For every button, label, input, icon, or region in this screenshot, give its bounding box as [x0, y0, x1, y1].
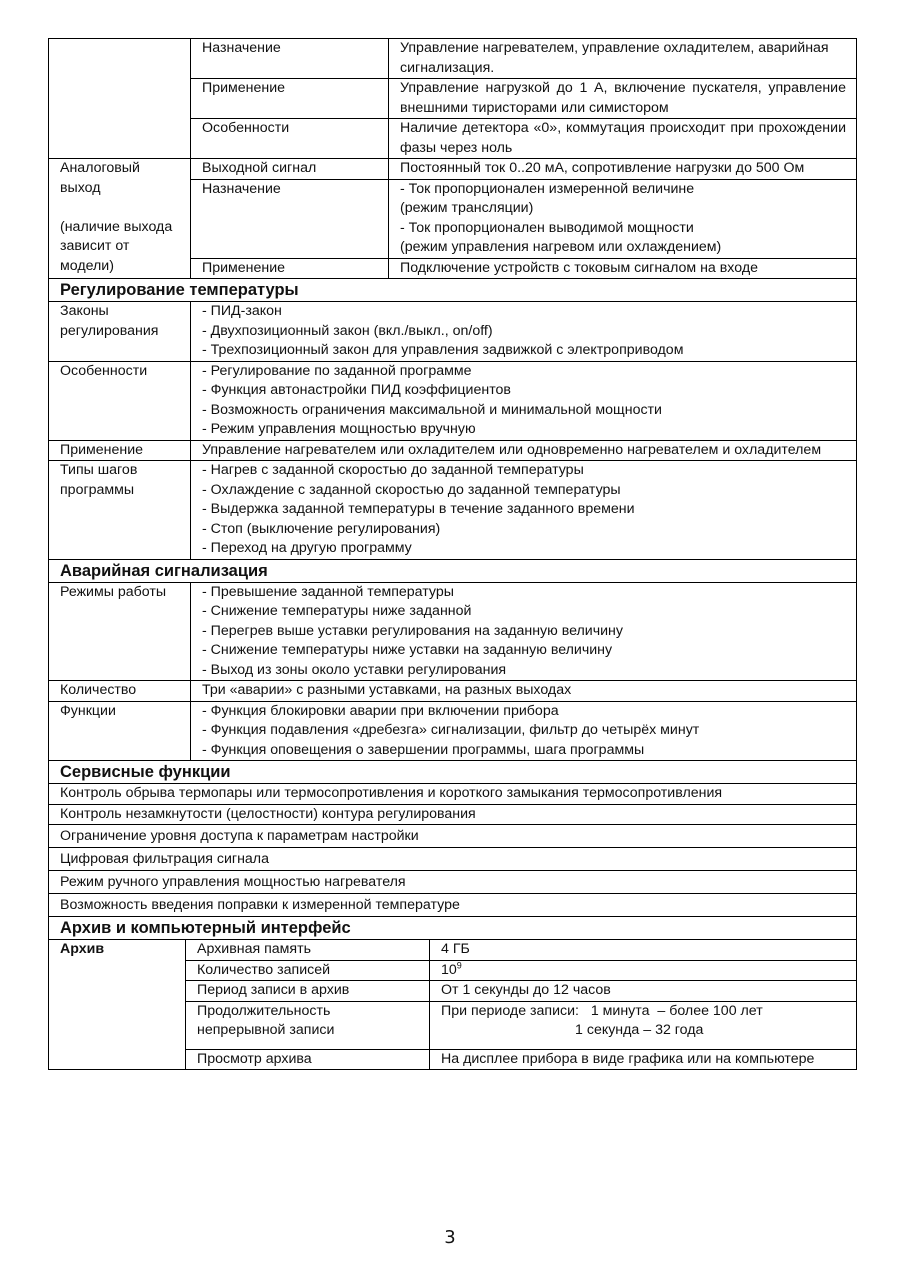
table-row [49, 461, 857, 560]
group-label-archive: Архив [49, 940, 186, 1070]
table-row [49, 894, 857, 917]
row-value: Управление нагревателем или охладителем или одновременно нагревателем и охладителем [191, 440, 857, 461]
table-row [49, 361, 857, 440]
row-label: Применение [191, 258, 389, 279]
row-label: Продолжительность непрерывной записи [186, 1001, 430, 1049]
table-row [49, 825, 857, 848]
records-exponent: 9 [456, 959, 462, 970]
row-label: Законы регулирования [49, 302, 191, 362]
row-value: Три «аварии» с разными уставками, на разных выходах [191, 681, 857, 702]
service-item: Режим ручного управления мощностью нагревателя [49, 871, 857, 894]
row-label: Назначение [191, 179, 389, 258]
row-value: - Нагрев с заданной скоростью до заданной температуры - Охлаждение с заданной скоростью до заданной температуры - Выдержка заданной температуры в течение заданного времени - Стоп (выключение регулирования) - Переход на другую программу [191, 461, 857, 560]
section-heading: Сервисные функции [49, 761, 857, 784]
table-row [49, 440, 857, 461]
row-value: Наличие детектора «0», коммутация происходит при прохождении фазы через ноль [389, 119, 857, 159]
row-label: Период записи в архив [186, 981, 430, 1002]
row-label: Назначение [191, 39, 389, 79]
table-row [49, 784, 857, 805]
section-heading: Аварийная сигнализация [49, 559, 857, 582]
table-row [49, 871, 857, 894]
row-value: - Регулирование по заданной программе - Функция автонастройки ПИД коэффициентов - Возможность ограничения максимальной и минимальной мощности - Режим управления мощностью вручную [191, 361, 857, 440]
group-label-analog-output: Аналоговый выход (наличие выхода зависит от модели) [49, 159, 191, 279]
page-number: 3 [444, 1227, 456, 1248]
spec-table-sections [48, 278, 857, 940]
row-value: Управление нагревателем, управление охладителем, аварийная сигнализация. [389, 39, 857, 79]
records-base: 10 [441, 961, 457, 978]
service-item: Цифровая фильтрация сигнала [49, 848, 857, 871]
row-value: - ПИД-закон - Двухпозиционный закон (вкл./выкл., on/off) - Трехпозиционный закон для управления задвижкой с электроприводом [191, 302, 857, 362]
row-label: Режимы работы [49, 582, 191, 681]
row-label: Типы шагов программы [49, 461, 191, 560]
section-heading: Регулирование температуры [49, 279, 857, 302]
row-label: Количество [49, 681, 191, 702]
section-heading: Архив и компьютерный интерфейс [49, 917, 857, 940]
spec-table-main [48, 38, 857, 279]
service-item: Контроль обрыва термопары или термосопротивления и короткого замыкания термосопротивления [49, 784, 857, 805]
row-label: Особенности [191, 119, 389, 159]
table-row [49, 804, 857, 825]
row-label: Применение [191, 79, 389, 119]
row-value [430, 960, 857, 981]
row-label: Архивная память [186, 940, 430, 961]
row-value: 4 ГБ [430, 940, 857, 961]
table-row [49, 681, 857, 702]
spec-table-archive [48, 939, 857, 1070]
table-row [49, 940, 857, 961]
section-heading-row [49, 279, 857, 302]
service-item: Контроль незамкнутости (целостности) контура регулирования [49, 804, 857, 825]
row-label: Функции [49, 701, 191, 761]
empty-group-cell [49, 39, 191, 159]
table-row [49, 39, 857, 79]
spec-page [48, 38, 856, 1070]
row-value: Постоянный ток 0..20 мА, сопротивление нагрузки до 500 Ом [389, 159, 857, 180]
row-value: Подключение устройств с токовым сигналом на входе [389, 258, 857, 279]
row-label: Количество записей [186, 960, 430, 981]
service-item: Возможность введения поправки к измеренной температуре [49, 894, 857, 917]
section-heading-row [49, 761, 857, 784]
row-label: Применение [49, 440, 191, 461]
row-value: Управление нагрузкой до 1 А, включение пускателя, управление внешними тиристорами или симистором [389, 79, 857, 119]
table-row [49, 302, 857, 362]
table-row [49, 848, 857, 871]
row-value: От 1 секунды до 12 часов [430, 981, 857, 1002]
section-heading-row [49, 917, 857, 940]
section-heading-row [49, 559, 857, 582]
row-value: - Превышение заданной температуры - Снижение температуры ниже заданной - Перегрев выше уставки регулирования на заданную величину - Снижение температуры ниже уставки на заданную величину - Выход из зоны около уставки регулирования [191, 582, 857, 681]
row-value: На дисплее прибора в виде графика или на компьютере [430, 1049, 857, 1070]
row-label: Просмотр архива [186, 1049, 430, 1070]
table-row [49, 582, 857, 681]
row-label: Выходной сигнал [191, 159, 389, 180]
row-value: При периоде записи: 1 минута – более 100 лет 1 секунда – 32 года [430, 1001, 857, 1049]
row-value: - Функция блокировки аварии при включении прибора - Функция подавления «дребезга» сигнализации, фильтр до четырёх минут - Функция оповещения о завершении программы, шага программы [191, 701, 857, 761]
table-row [49, 159, 857, 180]
row-label: Особенности [49, 361, 191, 440]
table-row [49, 701, 857, 761]
service-item: Ограничение уровня доступа к параметрам настройки [49, 825, 857, 848]
row-value: - Ток пропорционален измеренной величине (режим трансляции) - Ток пропорционален выводимой мощности (режим управления нагревом или охлаждением) [389, 179, 857, 258]
